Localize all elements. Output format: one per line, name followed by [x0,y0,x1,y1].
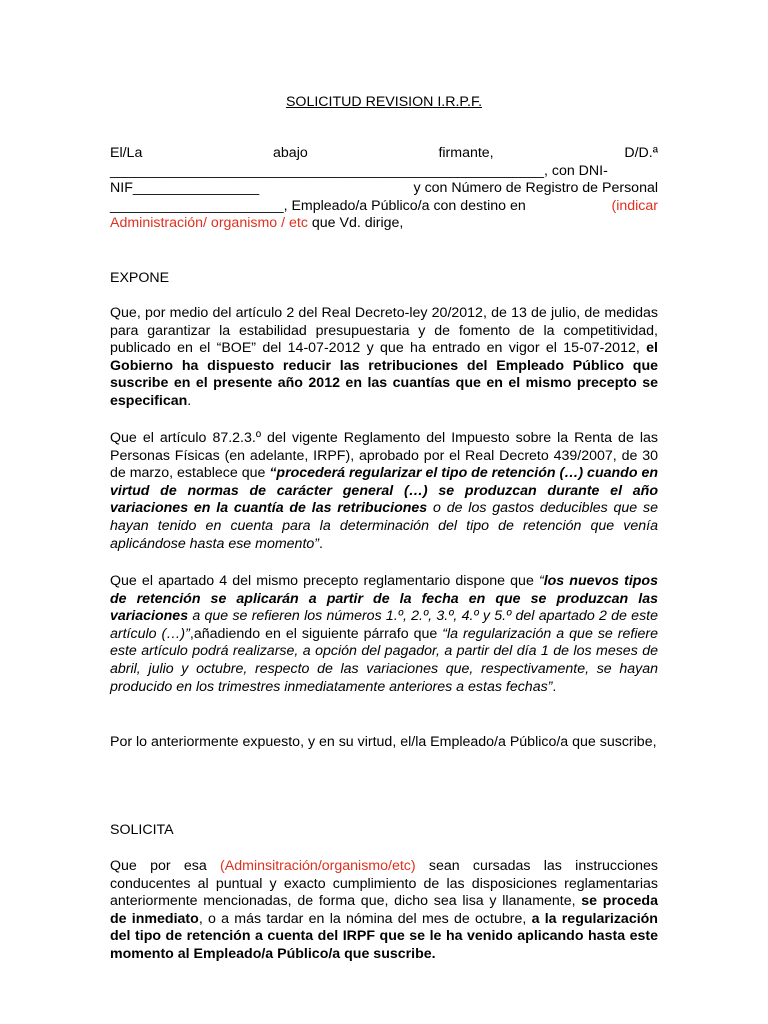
expone-paragraph-3: Que el apartado 4 del mismo precepto reglamentario dispone que “los nuevos tipos de retención se aplicarán a partir de la fecha en que se produzcan las variaciones a que se refieren los números 1.º, 2.º, 3.º, 4.º y 5.º del apartado 2 de este artículo (…)”,añadiendo en el siguiente párrafo que “la regularización a que se refiere este artículo podrá realizarse, a opción del pagador, a partir del día 1 de los meses de abril, julio y octubre, respecto de las variaciones que, respectivamente, se hayan producido en los trimestres inmediatamente anteriores a estas fechas”. [110,573,659,695]
expone-heading: EXPONE [110,270,170,286]
italic-quote: a que se refieren los números 1.º, 2.º, 3.º, 4.º y 5.º del apartado 2 de este artículo (…)” [110,608,658,642]
italic-quote: “la regularización a que se refiere este artículo podrá realizarse, a opción del pagador, a partir del día 1 de los meses de abril, julio y octubre, respecto de las variaciones que, respectivamente, se hayan producido en los trimestres inmediatamente anteriores a estas fechas” [110,625,659,695]
bold-statement: se proceda de inmediato [110,893,658,927]
placeholder-administracion: Administración/ organismo / etc [110,215,308,232]
bold-italic-quote: “procederá regularizar el tipo de retención (…) cuando en virtud de normas de carácter general (…) se produzcan durante el año variaciones en la cuantía de las retribuciones [110,465,658,517]
expone-paragraph-2: Que el artículo 87.2.3.º del vigente Reglamento del Impuesto sobre la Renta de las Personas Físicas (en adelante, IRPF), aprobado por el Real Decreto 439/2007, de 30 de marzo, establece que “procederá regularizar el tipo de retención (…) cuando en virtud de normas de carácter general (…) se produzcan durante el año variaciones en la cuantía de las retribuciones o de los gastos deducibles que se hayan tenido en cuenta para la determinación del tipo de retención que venía aplicándose hasta ese momento”. [110,430,658,552]
bold-statement: a la regularización del tipo de retención a cuenta del IRPF que se le ha venido aplicando hasta este momento al Empleado/a Público/a que suscribe. [110,910,658,962]
italic-quote: o de los gastos deducibles que se hayan tenido en cuenta para la determinación del tipo de retención que venía aplicándose hasta ese momento” [110,500,658,552]
intro-line-2: _______________________________________________________, con DNI- [110,162,608,179]
expone-paragraph-1: Que, por medio del artículo 2 del Real Decreto-ley 20/2012, de 13 de julio, de medidas para garantizar la estabilidad presupuestaria y de fomento de la competitividad, publicado en el “BOE” del 14-07-2012 y que ha entrado en vigor el 15-07-2012, el Gobierno ha dispuesto reducir las retribuciones del Empleado Público que suscribe en el presente año 2012 en las cuantías que en el mismo precepto se especifican. [110,305,658,409]
intro-word: abajo [273,145,308,161]
bold-statement: el Gobierno ha dispuesto reducir las retribuciones del Empleado Público que suscribe en el presente año 2012 en las cuantías que en el mismo precepto se especifican [110,340,658,409]
solicita-paragraph: Que por esa (Adminsitración/organismo/etc) sean cursadas las instrucciones conducentes al puntual y exacto cumplimiento de las disposiciones reglamentarias anteriormente mencionadas, de forma que, dicho sea lisa y llanamente, se proceda de inmediato, o a más tardar en la nómina del mes de octubre, a la regularización del tipo de retención a cuenta del IRPF que se le ha venido aplicando hasta este momento al Empleado/a Público/a que suscribe. [110,858,658,962]
placeholder-indicar: (indicar [611,197,658,214]
intro-line-3-text: y con Número de Registro de Personal [413,180,658,197]
intro-paragraph [110,145,658,233]
intro-line-5-text: que Vd. dirige, [307,215,404,232]
solicita-heading: SOLICITA [110,822,174,838]
intro-word: El/La [110,145,143,161]
bold-italic-quote: los nuevos tipos de retención se aplicarán a partir de la fecha en que se produzcan las variaciones [110,573,658,625]
intro-word: D/D.ª [624,145,658,161]
intro-line-4-text: ______________________, Empleado/a Público/a con destino en [110,197,530,214]
document-title: SOLICITUD REVISION I.R.P.F. [285,94,483,110]
nif-blank: NIF________________ [110,180,260,197]
expone-paragraph-4: Por lo anteriormente expuesto, y en su virtud, el/la Empleado/a Público/a que suscribe, [110,734,657,750]
placeholder-administracion-2: (Adminsitración/organismo/etc) [220,858,416,874]
intro-word: firmante, [438,145,494,161]
